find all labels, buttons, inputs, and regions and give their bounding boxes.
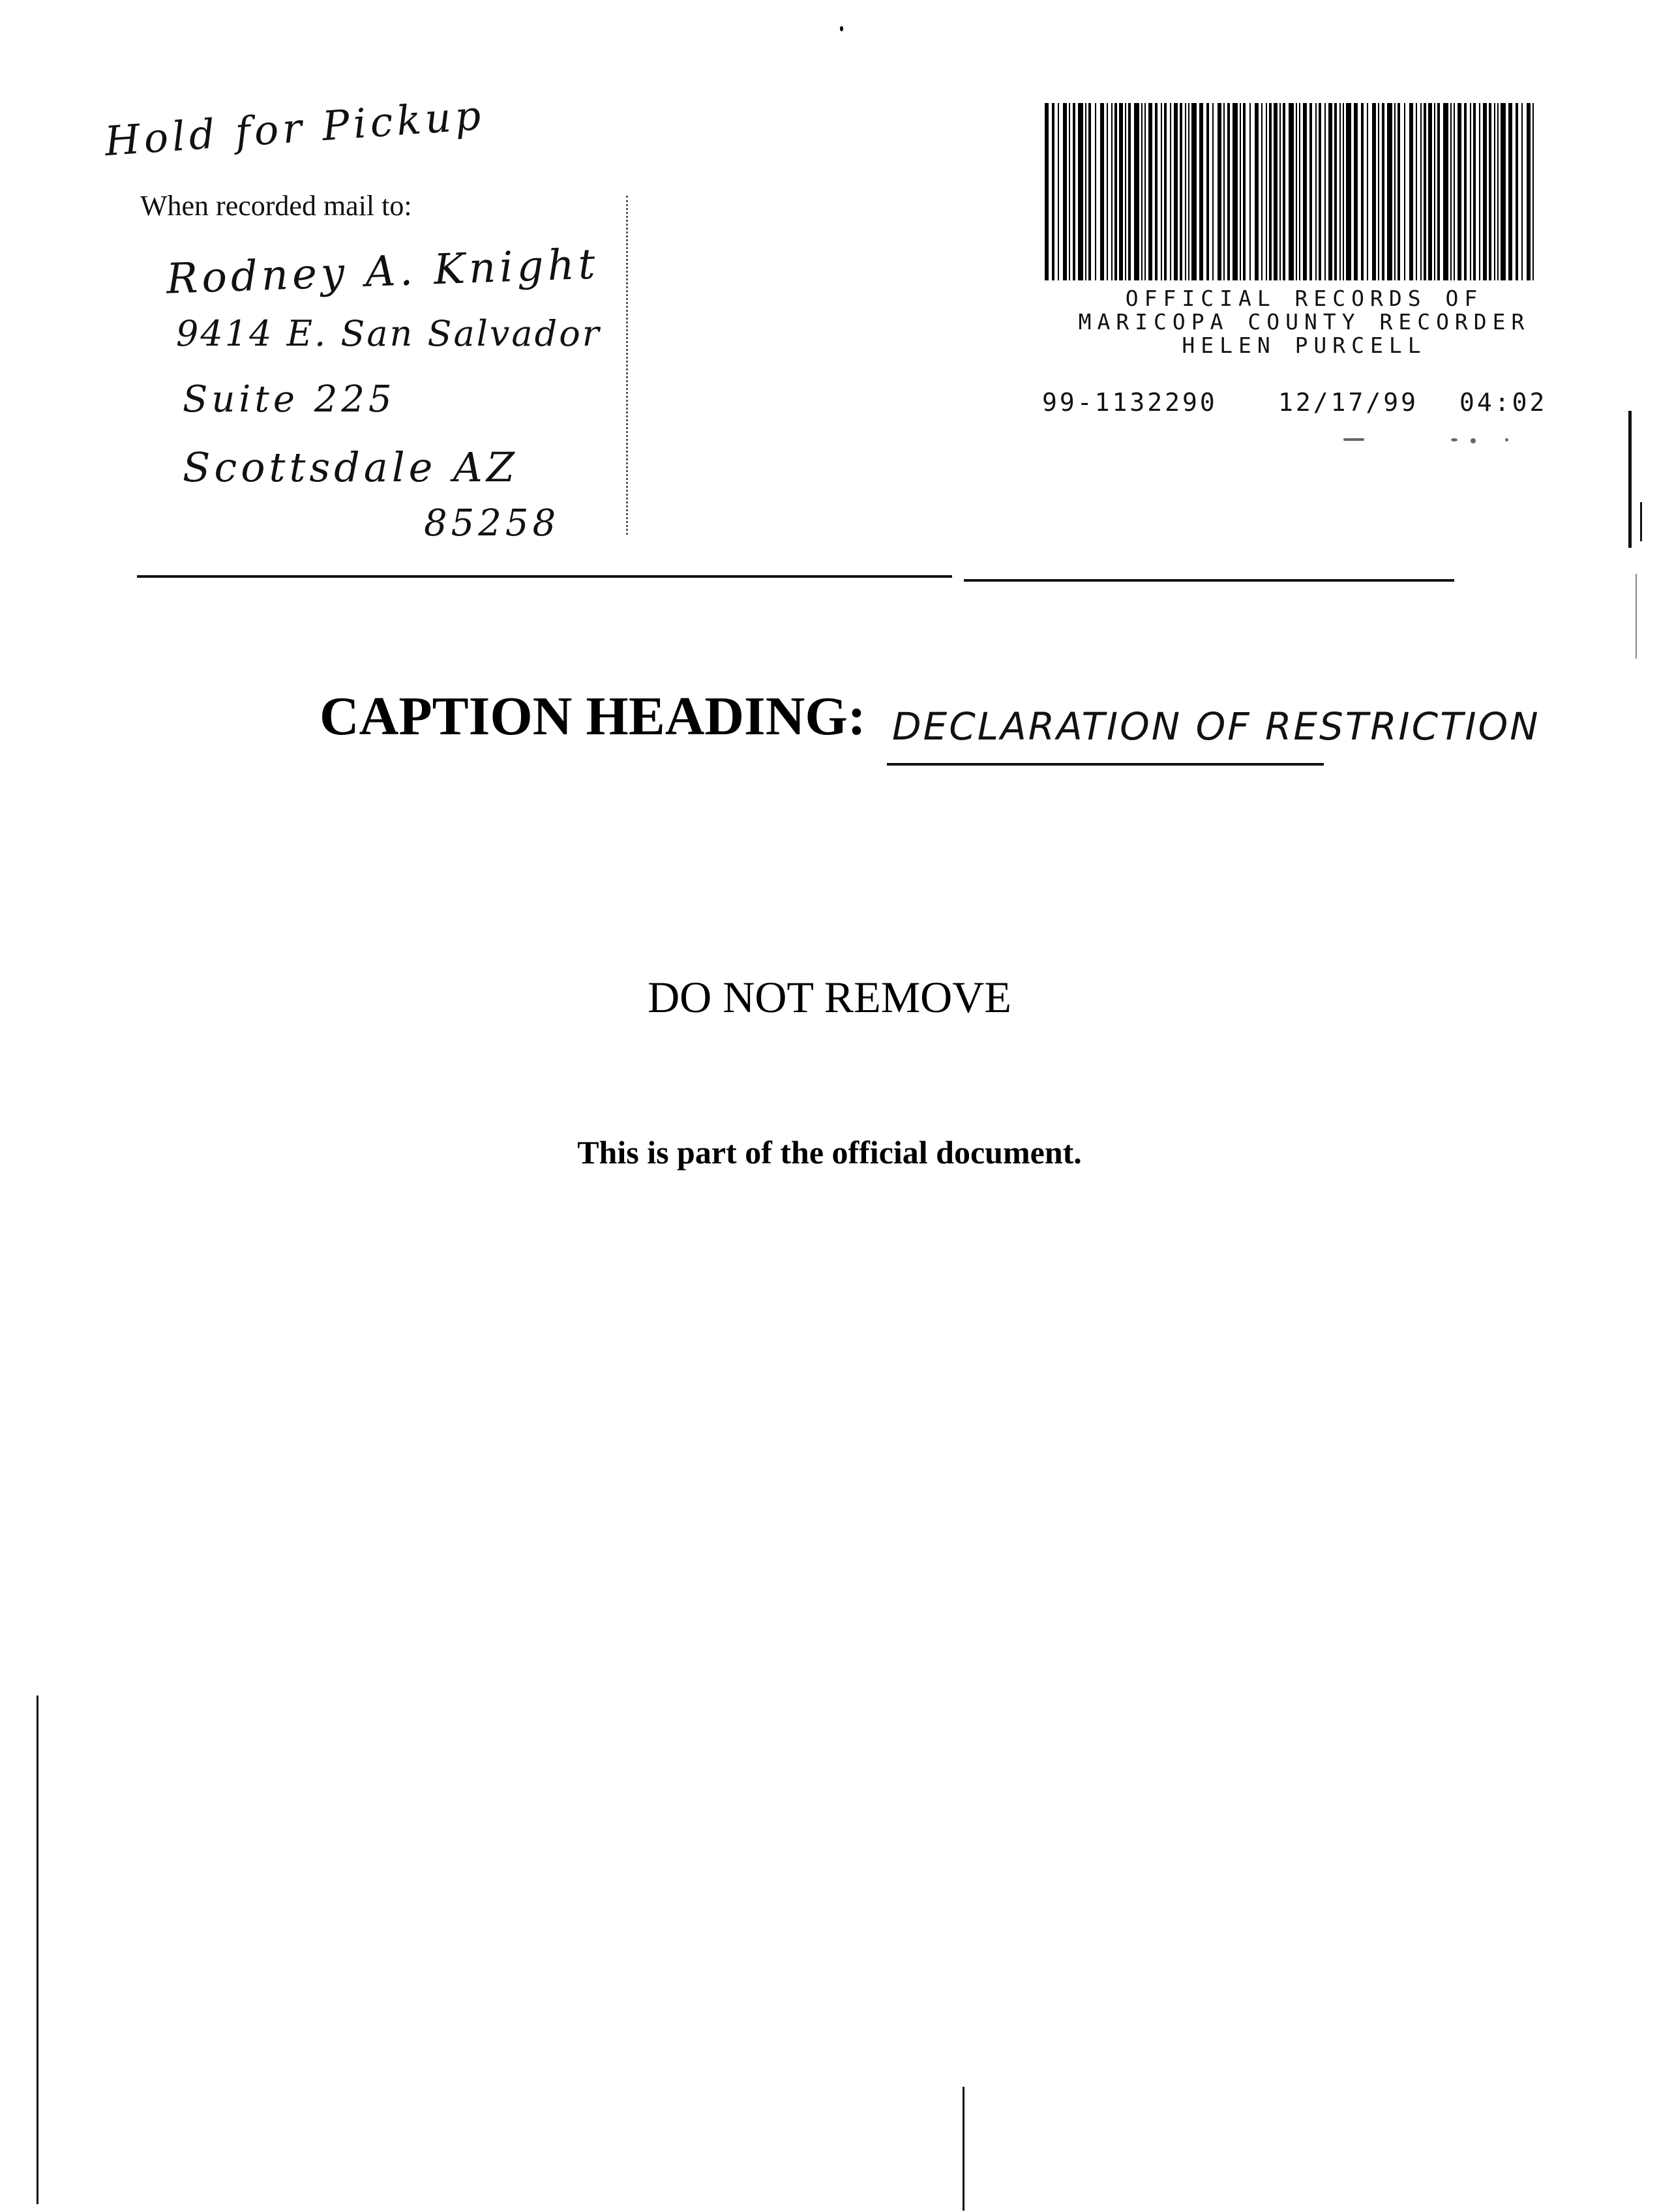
header-rule-right (964, 579, 1454, 582)
recorder-line-1: OFFICIAL RECORDS OF (1125, 286, 1484, 311)
scan-mark-right (1640, 502, 1642, 541)
mail-to-suite: Suite 225 (183, 378, 396, 421)
stamp-speck (1471, 438, 1476, 443)
do-not-remove-notice: DO NOT REMOVE (648, 972, 1011, 1022)
scan-edge-right (1628, 411, 1632, 548)
header-rule-left (137, 575, 952, 578)
mail-to-name: Rodney A. Knight (165, 240, 600, 304)
recorder-line-2: MARICOPA COUNTY RECORDER (1078, 309, 1531, 335)
caption-heading-value: DECLARATION OF RESTRICTION (892, 704, 1540, 749)
recording-time: 04:02 (1459, 388, 1547, 417)
document-number: 99-1132290 (1042, 388, 1218, 417)
scan-edge-right-lower (1636, 574, 1637, 659)
caption-underline (887, 763, 1324, 766)
mail-to-city: Scottsdale AZ (183, 443, 518, 491)
scan-speck (840, 26, 843, 31)
hold-for-pickup-note: Hold for Pickup (103, 91, 486, 166)
stamp-speck (1505, 438, 1508, 441)
recorder-stamp (1017, 287, 1591, 357)
scan-edge-left (37, 1696, 38, 2204)
recorder-line-3: HELEN PURCELL (1182, 333, 1427, 358)
recording-barcode (1045, 103, 1535, 280)
mail-to-label: When recorded mail to: (140, 190, 412, 222)
stamp-speck (1343, 438, 1364, 441)
scan-mark-bottom (963, 2087, 964, 2211)
stamp-speck (1451, 438, 1457, 441)
official-document-note: This is part of the official document. (577, 1134, 1082, 1171)
mail-to-street: 9414 E. San Salvador (176, 313, 601, 354)
caption-heading-label: CAPTION HEADING: (320, 686, 866, 747)
recording-date: 12/17/99 (1278, 388, 1419, 417)
mail-to-zip: 85258 (424, 502, 560, 545)
address-box-edge (626, 196, 628, 535)
